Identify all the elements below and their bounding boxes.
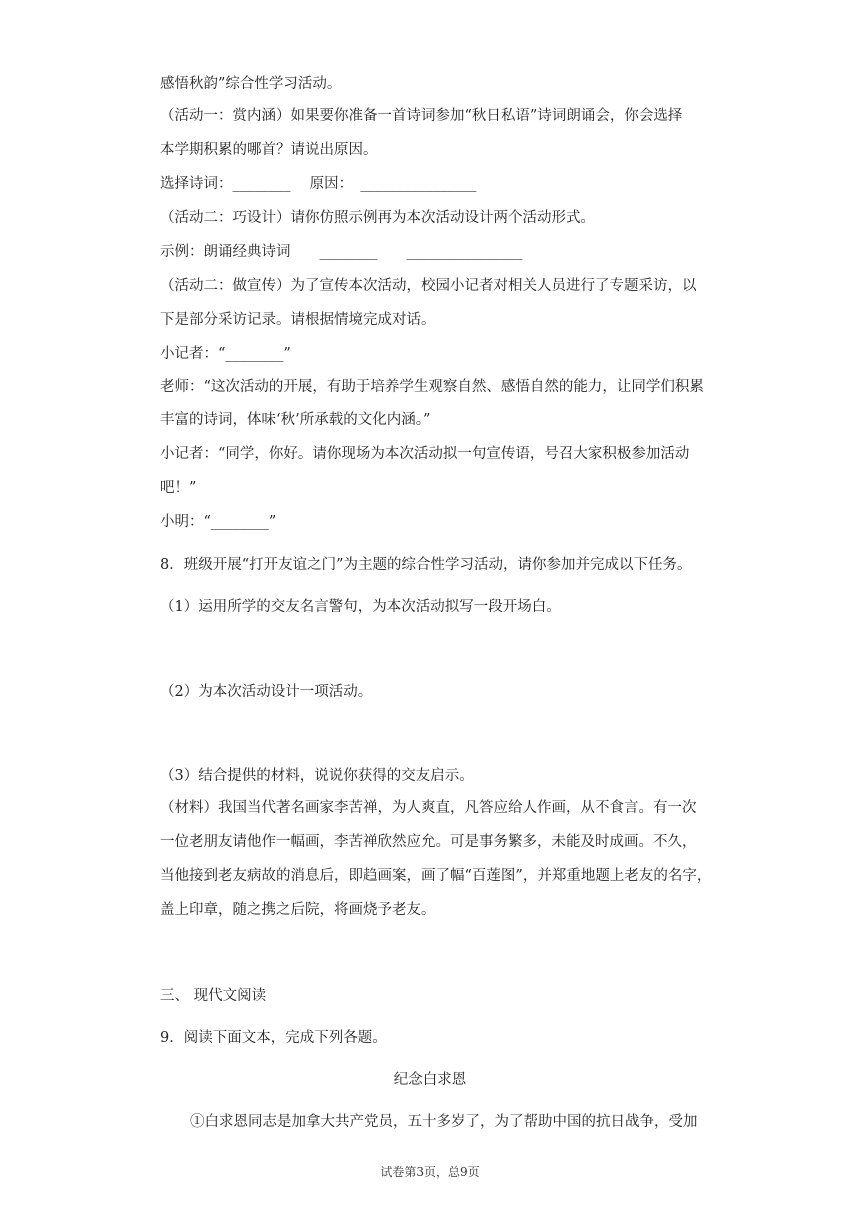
text-line: 小明：“________” [160, 514, 277, 530]
text-line: 下是部分采访记录。请根据情境完成对话。 [160, 312, 436, 328]
task-2: （2）为本次活动设计一项活动。 [160, 684, 373, 700]
article-title: 纪念白求恩 [393, 1072, 467, 1088]
text-line: （活动一：赏内涵）如果要你准备一首诗词参加“秋日私语”诗词朗诵会，你会选择 [160, 108, 683, 124]
material-line: 盖上印章，随之携之后院，将画烧予老友。 [160, 902, 436, 918]
material-line: （材料）我国当代著名画家李苦禅，为人爽直，凡答应给人作画，从不食言。有一次 [160, 800, 697, 816]
text-line: 本学期积累的哪首？请说出原因。 [160, 142, 378, 158]
text-line: 丰富的诗词，体味‘秋’所承载的文化内涵。” [160, 412, 431, 428]
text-line: 示例：朗诵经典诗词 ________ ________________ [160, 244, 523, 260]
question-8: 8．班级开展“打开友谊之门”为主题的综合性学习活动，请你参加并完成以下任务。 [160, 557, 692, 573]
task-3: （3）结合提供的材料，说说你获得的交友启示。 [160, 768, 474, 784]
question-9: 9．阅读下面文本，完成下列各题。 [160, 1030, 387, 1046]
text-line: 选择诗词：________ 原因： ________________ [160, 176, 477, 192]
text-line: （活动二：巧设计）请你仿照示例再为本次活动设计两个活动形式。 [160, 210, 595, 226]
article-paragraph: ①白求恩同志是加拿大共产党员，五十多岁了，为了帮助中国的抗日战争，受加 [190, 1114, 698, 1130]
material-line: 一位老朋友请他作一幅画，李苦禅欣然应允。可是事务繁多，未能及时成画。不久， [160, 834, 697, 850]
section-heading: 三、 现代文阅读 [160, 988, 267, 1004]
task-1: （1）运用所学的交友名言警句，为本次活动拟写一段开场白。 [160, 599, 561, 615]
text-line: 老师：“这次活动的开展，有助于培养学生观察自然、感悟自然的能力，让同学们积累 [160, 379, 704, 395]
text-line: （活动二：做宣传）为了宣传本次活动，校园小记者对相关人员进行了专题采访，以 [160, 278, 697, 294]
text-line: 小记者：“同学，你好。请你现场为本次活动拟一句宣传语，号召大家积极参加活动 [160, 446, 690, 462]
text-line: 小记者：“________” [160, 346, 291, 362]
text-line: 吧！” [160, 480, 197, 496]
page-footer: 试卷第3页，总9页 [380, 1165, 480, 1179]
text-line: 感悟秋韵”综合性学习活动。 [160, 76, 342, 92]
material-line: 当他接到老友病故的消息后，即趋画案，画了幅“百莲图”，并郑重地题上老友的名字， [160, 868, 712, 884]
